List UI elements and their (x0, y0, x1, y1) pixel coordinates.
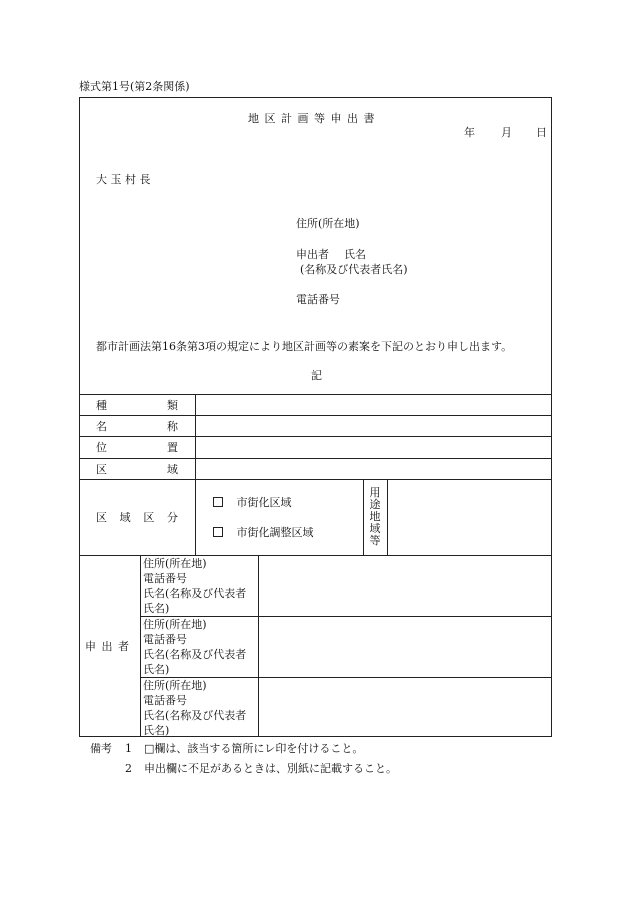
date-year[interactable]: 年 (464, 126, 475, 139)
notes-label: 備考 (90, 742, 112, 755)
row-label-kind: 種 類 (96, 399, 178, 412)
field-location[interactable] (196, 437, 551, 458)
addressee: 大 玉 村 長 (96, 173, 151, 186)
field-name[interactable] (196, 416, 551, 436)
applicant-entry-3-field[interactable] (259, 678, 551, 737)
applicants-label: 申 出 者 (85, 640, 129, 653)
date-month[interactable]: 月 (501, 126, 512, 139)
ki-label: 記 (311, 369, 322, 382)
applicant-address-label: 住所(所在地) (296, 217, 360, 230)
row-label-location: 位 置 (96, 441, 178, 454)
note-2: 申出欄に不足があるときは、別紙に記載すること。 (144, 762, 397, 775)
field-use-district[interactable] (388, 480, 551, 555)
option-urbanization-area[interactable]: 市街化区域 (213, 496, 292, 509)
use-district-label: 用途地域等 (369, 486, 381, 547)
checkbox-icon[interactable] (213, 527, 223, 537)
field-area[interactable] (196, 459, 551, 479)
note-1-number: 1 (125, 742, 132, 755)
checkbox-icon[interactable] (213, 497, 223, 507)
applicant-phone-label: 電話番号 (296, 293, 340, 306)
applicant-entry-2-field[interactable] (259, 617, 551, 677)
applicant-entry-2-labels: 住所(所在地) 電話番号 氏名(名称及び代表者 氏名) (143, 618, 247, 676)
note-2-number: 2 (125, 762, 132, 775)
applicant-entry-1-labels: 住所(所在地) 電話番号 氏名(名称及び代表者 氏名) (143, 557, 247, 615)
row-label-area: 区 域 (96, 463, 178, 476)
form-number: 様式第1号(第2条関係) (79, 80, 190, 93)
applicant-entry-3-labels: 住所(所在地) 電話番号 氏名(名称及び代表者 氏名) (143, 679, 247, 737)
field-kind[interactable] (196, 395, 551, 415)
applicant-name-note: (名称及び代表者氏名) (300, 263, 408, 276)
option-urbanization-control-area[interactable]: 市街化調整区域 (213, 526, 314, 539)
rule-use-left (363, 479, 364, 555)
applicant-label: 申出者 (296, 248, 329, 261)
row-label-name: 名 称 (96, 420, 178, 433)
applicant-entry-1-field[interactable] (259, 556, 551, 616)
statement: 都市計画法第16条第3項の規定により地区計画等の素案を下記のとおり申し出ます。 (96, 340, 513, 353)
rule-applicant-label-col (140, 555, 141, 737)
note-1: □欄は、該当する箇所にレ印を付けること。 (144, 742, 364, 755)
row-label-division: 区 域 区 分 (96, 511, 178, 524)
date-day[interactable]: 日 (536, 126, 547, 139)
form-title: 地 区 計 画 等 申 出 書 (248, 112, 376, 125)
applicant-name-label: 氏名 (344, 248, 366, 261)
